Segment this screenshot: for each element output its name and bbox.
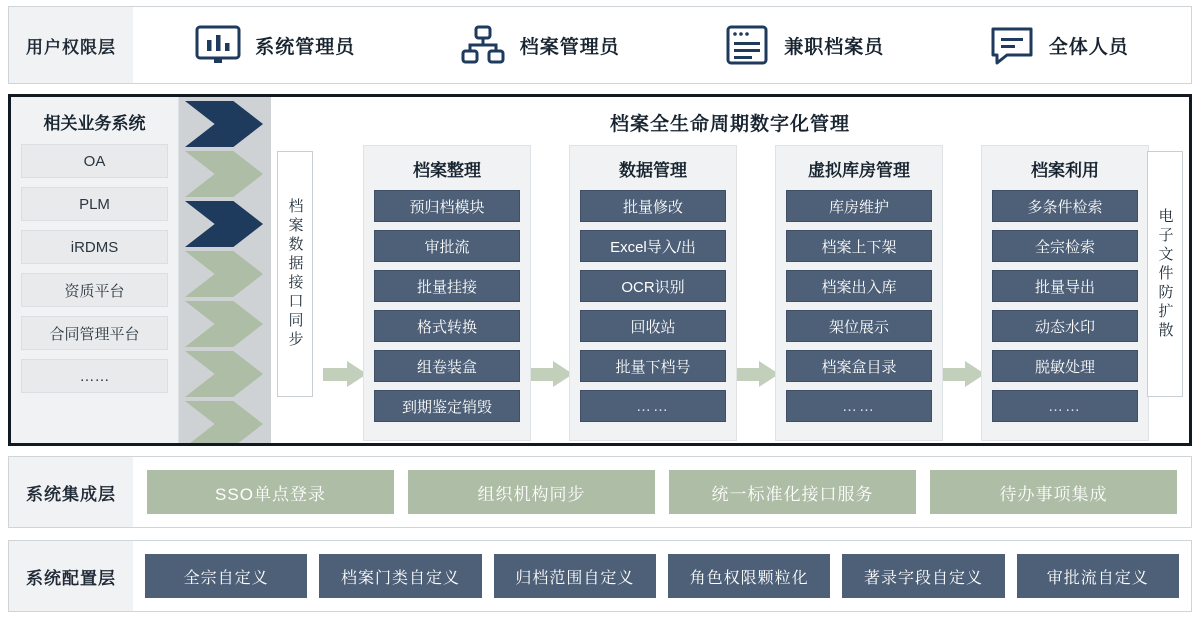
chevron-arrow bbox=[185, 251, 263, 297]
module-data-management bbox=[569, 145, 737, 441]
module-item[interactable]: 格式转换 bbox=[374, 310, 520, 342]
module-virtual-warehouse bbox=[775, 145, 943, 441]
chevron-arrow bbox=[185, 301, 263, 347]
module-item[interactable]: 架位展示 bbox=[786, 310, 932, 342]
business-system-item[interactable]: PLM bbox=[21, 187, 168, 221]
related-business-systems bbox=[11, 97, 179, 443]
module-item[interactable]: 档案上下架 bbox=[786, 230, 932, 262]
module-archive-organization bbox=[363, 145, 531, 441]
system-configuration-layer-label: 系统配置层 bbox=[9, 541, 133, 611]
business-systems-title: 相关业务系统 bbox=[43, 114, 146, 133]
module-item: …… bbox=[786, 390, 932, 422]
module-item[interactable]: Excel导入/出 bbox=[580, 230, 726, 262]
chevron-arrow bbox=[185, 351, 263, 397]
module-item[interactable]: 回收站 bbox=[580, 310, 726, 342]
chevron-arrow bbox=[185, 101, 263, 147]
lifecycle-title: 档案全生命周期数字化管理 bbox=[609, 114, 850, 135]
business-system-item[interactable]: 合同管理平台 bbox=[21, 316, 168, 350]
module-item[interactable]: 全宗检索 bbox=[992, 230, 1138, 262]
module-title: 虚拟库房管理 bbox=[808, 161, 910, 180]
module-item: …… bbox=[992, 390, 1138, 422]
business-system-item[interactable]: OA bbox=[21, 144, 168, 178]
document-list-icon bbox=[724, 24, 770, 66]
config-item[interactable]: 全宗自定义 bbox=[145, 554, 307, 598]
module-item[interactable]: OCR识别 bbox=[580, 270, 726, 302]
module-item[interactable]: 批量下档号 bbox=[580, 350, 726, 382]
user-permission-layer-label: 用户权限层 bbox=[9, 7, 133, 83]
role-item-label: 系统管理员 bbox=[255, 36, 356, 58]
module-item[interactable]: 库房维护 bbox=[786, 190, 932, 222]
chevron-arrow bbox=[185, 401, 263, 443]
integration-item[interactable]: 组织机构同步 bbox=[408, 470, 655, 514]
business-system-item: …… bbox=[21, 359, 168, 393]
chat-bubble-icon bbox=[989, 24, 1035, 66]
module-item[interactable]: 档案盒目录 bbox=[786, 350, 932, 382]
module-title: 档案利用 bbox=[1031, 161, 1099, 180]
module-archive-utilization bbox=[981, 145, 1149, 441]
system-integration-layer-label: 系统集成层 bbox=[9, 457, 133, 527]
integration-item[interactable]: 待办事项集成 bbox=[930, 470, 1177, 514]
module-item[interactable]: 预归档模块 bbox=[374, 190, 520, 222]
role-item-all-staff[interactable] bbox=[989, 24, 1129, 66]
flow-arrow bbox=[941, 361, 985, 387]
role-items bbox=[133, 7, 1191, 83]
module-item[interactable]: 动态水印 bbox=[992, 310, 1138, 342]
business-system-item[interactable]: 资质平台 bbox=[21, 273, 168, 307]
integration-item[interactable]: SSO单点登录 bbox=[147, 470, 394, 514]
flow-arrow bbox=[323, 361, 367, 387]
flow-arrow bbox=[735, 361, 779, 387]
role-item-parttime-archivist[interactable] bbox=[724, 24, 884, 66]
data-flow-chevrons bbox=[179, 97, 271, 443]
role-item-label: 全体人员 bbox=[1048, 36, 1129, 58]
system-integration-layer bbox=[8, 456, 1192, 528]
integration-items bbox=[133, 457, 1191, 527]
chevron-arrow bbox=[185, 151, 263, 197]
module-title: 档案整理 bbox=[413, 161, 481, 180]
module-item[interactable]: 到期鉴定销毁 bbox=[374, 390, 520, 422]
module-title: 数据管理 bbox=[619, 161, 687, 180]
config-item[interactable]: 著录字段自定义 bbox=[842, 554, 1004, 598]
lifecycle-management-section bbox=[8, 94, 1192, 446]
module-item[interactable]: 档案出入库 bbox=[786, 270, 932, 302]
org-tree-icon bbox=[460, 24, 506, 66]
chevron-arrow bbox=[185, 201, 263, 247]
archive-data-interface-sync bbox=[277, 151, 313, 397]
integration-item[interactable]: 统一标准化接口服务 bbox=[669, 470, 916, 514]
config-item[interactable]: 审批流自定义 bbox=[1017, 554, 1179, 598]
flow-arrow bbox=[529, 361, 573, 387]
user-permission-layer bbox=[8, 6, 1192, 84]
system-configuration-layer bbox=[8, 540, 1192, 612]
module-item[interactable]: 批量挂接 bbox=[374, 270, 520, 302]
config-items bbox=[133, 541, 1191, 611]
electronic-file-anti-diffusion bbox=[1147, 151, 1183, 397]
role-item-archive-admin[interactable] bbox=[460, 24, 620, 66]
module-item[interactable]: 组卷装盒 bbox=[374, 350, 520, 382]
module-item[interactable]: 脱敏处理 bbox=[992, 350, 1138, 382]
monitor-chart-icon bbox=[195, 24, 241, 66]
module-item[interactable]: 多条件检索 bbox=[992, 190, 1138, 222]
module-item[interactable]: 批量导出 bbox=[992, 270, 1138, 302]
config-item[interactable]: 角色权限颗粒化 bbox=[668, 554, 830, 598]
role-item-system-admin[interactable] bbox=[195, 24, 355, 66]
sync-label: 档案数据接口同步 bbox=[286, 198, 304, 350]
module-item[interactable]: 审批流 bbox=[374, 230, 520, 262]
config-item[interactable]: 归档范围自定义 bbox=[494, 554, 656, 598]
leak-label: 电子文件防扩散 bbox=[1156, 207, 1174, 341]
role-item-label: 档案管理员 bbox=[519, 36, 620, 58]
config-item[interactable]: 档案门类自定义 bbox=[319, 554, 481, 598]
module-item: …… bbox=[580, 390, 726, 422]
role-item-label: 兼职档案员 bbox=[784, 36, 885, 58]
module-item[interactable]: 批量修改 bbox=[580, 190, 726, 222]
business-system-item[interactable]: iRDMS bbox=[21, 230, 168, 264]
